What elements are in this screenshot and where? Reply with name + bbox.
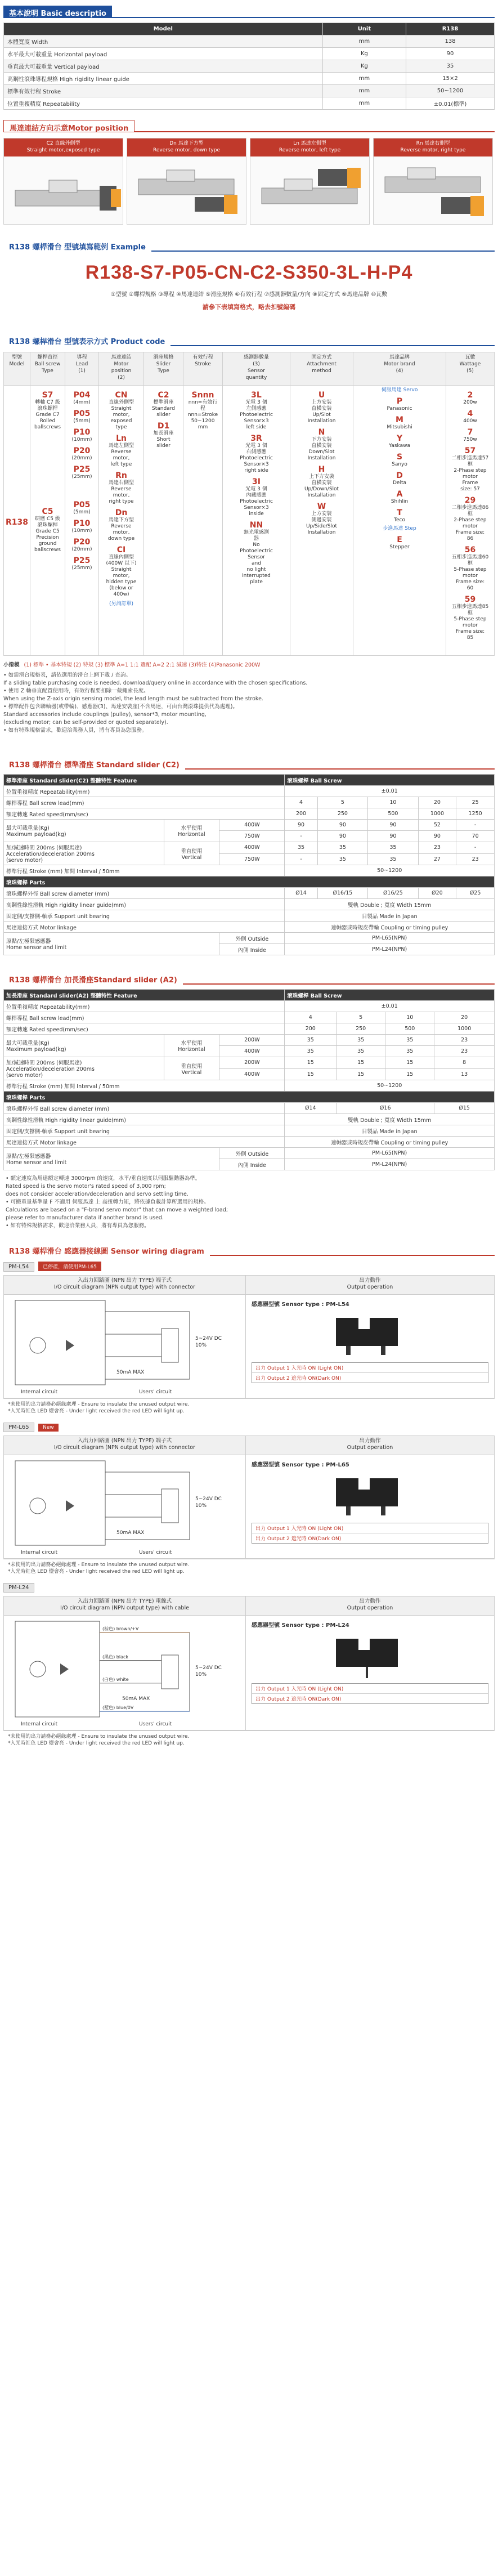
- extended-slider-table: 加長滑座 Standard slider(A2) 整體特性 Feature 滾珠螺桿 Ball Screw 位置重複精度 Repeatability(mm) ±0.01 螺桿導程 Ball screw lead(mm) 4 5 10 20 額定轉速 Rated speed(mm/sec) 200 250 500 1000 最大可載重量(Kg) Maximum payload(kg) 水平使用 Horizontal 200W 35 35 35 23 400W 35 35 35 23 加/減速時間 200ms (伺服馬達) Acceleration/deceleration 200ms (servo motor) 垂直使用 Vertical 200W 15 15 15 8 400W 15 15 15 13 標準行程 Stroke (mm) 加間 Interval / 50mm 50~1200 滾珠螺桿 Parts 滾珠螺桿外徑 Ball screw diameter (mm) Ø14 Ø16 Ø15 高鋼性線性滑軌 High rigidity linear guide(mm) 雙軌 Double ; 寬度 Width 15mm 固定側/支撐側-軸承 Support unit bearing 日製品 Made in Japan 馬達連接方式 Motor linkage 連軸器或時規皮帶輪 Coupling or timing pulley 原點/左極限感應器 Home sensor and limit 外側 Outside PM-L65(NPN) 內側 Inside PM-L24(NPN): [3, 989, 495, 1170]
- sensor-model-label: PM-L65: [3, 1423, 34, 1432]
- section-title: R138 螺桿滑台 型號表示方式 Product code: [3, 334, 171, 346]
- example-code: R138-S7-P05-CN-C2-S350-3L-H-P4: [85, 262, 413, 283]
- motor-position-grid: [3, 138, 495, 225]
- section-example-header: [3, 239, 495, 252]
- sensor-image: [313, 1312, 426, 1357]
- motor-card-c2: C2 直線外側型 Straight motor,exposed type: [3, 138, 123, 225]
- col-unit: Unit: [322, 23, 406, 35]
- example-notes: ①型號 ②螺桿規格 ③導程 ④馬達連結 ⑤滑座規格 ⑥有效行程 ⑦感測器數量/方向 ⑧固定方式 ⑨馬達品牌 ⑩瓦數: [110, 292, 388, 298]
- circuit-diagram: [4, 1455, 245, 1557]
- sensor-model-label: PM-L54: [3, 1262, 34, 1272]
- slide-image: [4, 156, 123, 224]
- section-motor-header: [3, 120, 495, 132]
- svg-text:5~24V DC: 5~24V DC: [195, 1665, 222, 1671]
- col-r138: R138: [406, 23, 495, 35]
- svg-text:10%: 10%: [195, 1343, 207, 1348]
- table-row: 本體寬度 Width mm 138: [4, 35, 495, 48]
- svg-text:Internal circuit: Internal circuit: [21, 1721, 58, 1727]
- svg-text:Users' circuit: Users' circuit: [139, 1550, 172, 1555]
- svg-text:(棕色) brown/+V: (棕色) brown/+V: [102, 1626, 139, 1631]
- slide-image: [374, 156, 492, 224]
- table-row: 位置重複精度 Repeatability mm ±0.01(標準): [4, 97, 495, 110]
- section-basic-header: [3, 6, 495, 18]
- svg-text:5~24V DC: 5~24V DC: [195, 1336, 222, 1341]
- svg-text:10%: 10%: [195, 1503, 207, 1509]
- sensor-block-pm-l65: PM-L65 New 入出力回路圖 (NPN 出力 TYPE) 端子式 I/O circuit diagram (NPN output type) with connector 5~24V DC 10% 50mA MAX Internal circuit Users' circuit 出力動作 Output operation 感應器型號 Sensor type : PM-L65 出力 Output 1 入光時 ON (Light ON) 出力 Output 2 遮光時 ON(Dark ON) *未使用的出力請務必絕緣處理 - Ensure to insulate the unused output wire. *入光時紅色 LED 燈會亮 - Under light received the red LED will light up.: [3, 1423, 495, 1577]
- section-title: R138 螺桿滑台 型號填寫範例 Example: [3, 239, 151, 252]
- product-code-table: 型號 Model 螺桿直徑 Ball screw Type 導程 Lead (1) 馬達連結 Motor position (2) 滑座規格 Slider Type 有效行程 Stroke 感測器數量 (3) Sensor quantity 固定方式 Attachment method 馬達品牌 Motor brand (4) 瓦數 Wattage (5) R138 S7 轉軸 C7 級 滾珠螺桿 Grade C7 Rolled ballscrews C5 研磨 C5 級 滾珠螺桿 Grade C5 Precision ground ballscrews P04 (4mm) P05 (5mm) P10 (10mm) P20 (20mm) P25 (25mm) P05 (5mm) P10 (10mm) P20 (20mm) P25 (25mm) CN 直線外側型 Straight motor, exposed type Ln 馬達左側型 Reverse motor, left type Rn 馬達右側型 Reverse motor, right type Dn 馬達下方型 Reverse motor, down type CI 直線內側型 (400W 以下) Straight motor, hidden type (below or 400w) (另詢訂單) C2 標準滑座 Standard slider D1 加長滑座 Short slider Snnn nnn=有效行 程 nnn=Stroke 50~1200 mm 3L 光電 3 個 左側感應 Photoelectric Sensor×3 left side 3R 光電 3 個 右側感應 Photoelectric Sensor×3 right side 3I 光電 3 個 內藏感應 Photoelectric Sensor×3 inside NN 無光電感測 器 No Photoelectric Sensor and no light interrupted plate U 上方安裝 直橫安裝 Up/Slot Installation N 下方安裝 直橫安裝 Down/Slot Installation H 上下方安裝 直橫安裝 Up/Down/Slot Installation W 上方安裝 側邊安裝 Up/Side/Slot Installation 伺服馬達 Servo P Panasonic M Mitsubishi Y Yaskawa S Sanyo D Delta A Shihlin T Teco 步進馬達 Step E Stepper 2 200w 4 400w 7 750w 57 二相步進馬達57 框 2-Phase step motor Frame size: 57 29 二相步進馬達86 框 2-Phase step motor Frame size: 86 56 五相步進馬達60 框 5-Phase step motor Frame size: 60 59 五相步進馬達85 框 5-Phase step motor Frame size: 85: [3, 352, 495, 656]
- svg-text:10%: 10%: [195, 1672, 207, 1678]
- svg-text:5~24V DC: 5~24V DC: [195, 1496, 222, 1502]
- table-row: 高鋼性滾珠導程規格 High rigidity linear guide mm 15×2: [4, 73, 495, 85]
- svg-text:50mA MAX: 50mA MAX: [116, 1530, 145, 1536]
- svg-text:Internal circuit: Internal circuit: [21, 1389, 58, 1395]
- svg-text:50mA MAX: 50mA MAX: [122, 1696, 150, 1702]
- sensor-image: [313, 1473, 426, 1518]
- svg-text:(黑色) black: (黑色) black: [102, 1654, 129, 1660]
- svg-text:Users' circuit: Users' circuit: [139, 1721, 172, 1727]
- svg-text:(白色) white: (白色) white: [102, 1677, 129, 1682]
- section-sensor-header: [3, 1244, 495, 1256]
- section-product-code-header: [3, 334, 495, 346]
- section-title: R138 螺桿滑台 標準滑座 Standard slider (C2): [3, 757, 185, 770]
- basic-spec-table: [3, 23, 495, 110]
- sensor-status-badge: 已停產，請使用PM-L65: [38, 1262, 101, 1271]
- table-row: 水平最大可載重量 Horizontal payload Kg 90: [4, 48, 495, 60]
- slide-image: [127, 156, 246, 224]
- svg-text:(藍色) blue/0V: (藍色) blue/0V: [102, 1705, 134, 1710]
- sensor-image: [313, 1633, 426, 1678]
- table-row: 標準有效行程 Stroke mm 50~1200: [4, 85, 495, 97]
- svg-text:50mA MAX: 50mA MAX: [116, 1370, 145, 1375]
- example-warning: 請參下表填寫格式，略去扣號編碼: [203, 303, 295, 311]
- section-title: R138 螺桿滑台 加長滑座Standard slider (A2): [3, 972, 183, 985]
- sensor-status-badge: New: [38, 1424, 59, 1432]
- col-model: Model: [4, 23, 323, 35]
- svg-text:Internal circuit: Internal circuit: [21, 1550, 58, 1555]
- notes-legend: (1) 標準 • 基本特規 (2) 特規 (3) 標準 A=1 1:1 選配 A=2 2:1 減速 (3)特注 (4)Panasonic 200W: [24, 662, 261, 668]
- section-title: R138 螺桿滑台 感應器接線圖 Sensor wiring diagram: [3, 1244, 210, 1256]
- svg-text:Users' circuit: Users' circuit: [139, 1389, 172, 1395]
- table-notes: • 額定速度為馬達額定轉速 3000rpm 的速度，水平/垂直速度以伺服驅動器為準。 Rated speed is the servo motor's rated speed of 3,000 rpm; does not consider acceleration/deceleration and servo settling time. • 可搬重量基準量 F 不適用 伺服馬達 上 高扭轉力矩，將依據負載計算所選用的規格。 Calculations are based on a "F-brand servo motor" that can move a weighted load; please refer to manufacturer data if another brand is used. • 如有特殊規格需求，歡迎洽業務人員，將有專員為您服務。: [6, 1175, 228, 1229]
- section-standard-header: [3, 757, 495, 770]
- table-row: 垂直最大可載重量 Vertical payload Kg 35: [4, 60, 495, 73]
- sensor-block-pm-l54: PM-L54 已停產，請使用PM-L65 入出力回路圖 (NPN 出力 TYPE) 端子式 I/O circuit diagram (NPN output type) with connector 5~24V DC 10% 50mA MAX Internal circuit Users' circuit 出力動作 Output operation 感應器型號 Sensor type : PM-L54 出力 Output 1 入光時 ON (Light ON) 出力 Output 2 遮光時 ON(Dark ON) *未使用的出力請務必絕緣處理 - Ensure to insulate the unused output wire. *入光時紅色 LED 燈會亮 - Under light received the red LED will light up.: [3, 1262, 495, 1417]
- sensor-block-pm-l24: PM-L24 入出力回路圖 (NPN 出力 TYPE) 電線式 I/O circuit diagram (NPN output type) with cable (棕色) brown/+V (黑色) black (白色) white (藍色) blue/0V 5~24V DC 10% 50mA MAX Internal circuit Users' circuit 出力動作 Output operation 感應器型號 Sensor type : PM-L24 出力 Output 1 入光時 ON (Light ON) 出力 Output 2 遮光時 ON(Dark ON) *未使用的出力請務必絕緣處理 - Ensure to insulate the unused output wire. *入光時紅色 LED 燈會亮 - Under light received the red LED will light up.: [3, 1583, 495, 1749]
- sensor-model-label: PM-L24: [3, 1583, 34, 1593]
- notes-heading: 小撥模: [3, 662, 20, 668]
- section-extended-header: [3, 972, 495, 985]
- slide-image: [250, 156, 369, 224]
- circuit-diagram: [4, 1295, 245, 1396]
- section-title: 馬達連結方向示意Motor position: [3, 120, 134, 132]
- standard-slider-table: 標準滑座 Standard slider(C2) 整體特性 Feature 滾珠螺桿 Ball Screw 位置重複精度 Repeatability(mm) ±0.01 螺桿導程 Ball screw lead(mm) 4 5 10 20 25 額定轉速 Rated speed(mm/sec) 200 250 500 1000 1250 最大可載重量(Kg) Maximum payload(kg) 水平使用 Horizontal 400W 90 90 90 52 - 750W - 90 90 90 70 加/減速時間 200ms (伺服馬達) Acceleration/deceleration 200ms (servo motor) 垂直使用 Vertical 400W 35 35 35 23 - 750W - 35 35 27 23 標準行程 Stroke (mm) 加間 Interval / 50mm 50~1200 滾珠螺桿 Parts 滾珠螺桿外徑 Ball screw diameter (mm) Ø14 Ø16/15 Ø16/25 Ø20 Ø25 高鋼性線性滑軌 High rigidity linear guide(mm) 雙軌 Double ; 寬度 Width 15mm 固定側/支撐側-軸承 Support unit bearing 日製品 Made in Japan 馬達連接方式 Motor linkage 連軸器或時規皮帶輪 Coupling or timing pulley 原點/左極限感應器 Home sensor and limit 外側 Outside PM-L65(NPN) 內側 Inside PM-L24(NPN): [3, 774, 495, 955]
- motor-card-dn: Dn 馬達下方型 Reverse motor, down type: [127, 138, 246, 225]
- product-code-notes: 小撥模 (1) 標準 • 基本特規 (2) 特規 (3) 標準 A=1 1:1 選配 A=2 2:1 減速 (3)特注 (4)Panasonic 200W • 如需滑台規格表，請依選用的滑台上網下載 / 查詢。 If a sliding table purchasing code is needed, download/query online in accordance with the chosen specifications. • 使用 Z 軸垂直配置使用時，有效行程要扣除一截繩索長度。 When using the Z-axis origin sensing model, the lead length must be subtracted from the stroke. • 標準配件包含聯軸器(或帶輪)、感應器(3)、馬達安裝座(不含馬達，可由台灣滾珠提供代為處理)。 Standard accessories include couplings (pulley), sensor*3, motor mounting, (excluding motor; can be self-provided or quoted separately). • 如有特殊規格需求，歡迎洽業務人員，將有專員為您服務。: [3, 662, 308, 734]
- motor-card-ln: Ln 馬達左側型 Reverse motor, left type: [250, 138, 370, 225]
- motor-card-rn: Rn 馬達右側型 Reverse motor, right type: [373, 138, 493, 225]
- circuit-diagram: [4, 1616, 245, 1728]
- section-title: 基本說明 Basic descriptio: [3, 6, 112, 18]
